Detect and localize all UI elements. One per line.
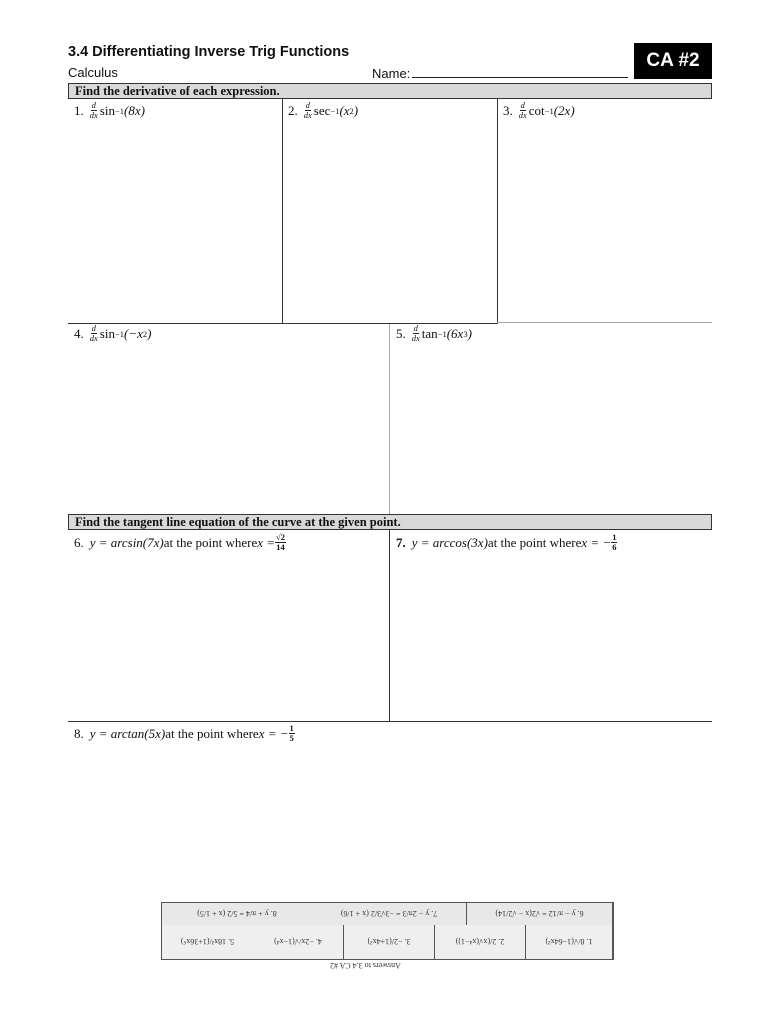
divider (389, 530, 390, 721)
answer-cell: 3. −2/(1+4x²) (344, 925, 435, 959)
answer-cell: 4. −2x/√(1−x⁴) (253, 925, 344, 959)
answer-cell: 8. y + π/4 = 5/2 (x + 1/5) (197, 909, 277, 919)
derivative-operator: $\frac{d}{dx}$ (303, 100, 312, 120)
x-value-fraction: $\frac{1}{5}$ (289, 723, 294, 743)
answer-cell: 1. 8/√(1−64x²) (526, 925, 613, 959)
assignment-badge: CA #2 (634, 43, 712, 79)
divider (282, 99, 283, 323)
derivative-operator: $\frac{d}{dx}$ (89, 100, 98, 120)
answer-cell: 7. y − 2π/3 = −3√3/2 (x + 1/6) (312, 903, 467, 925)
derivative-operator: $\frac{d}{dx}$ (411, 323, 420, 343)
answer-cell: 5. 18x²/(1+36x⁶) (180, 937, 235, 947)
answer-key-caption: Answers to 3.4 CA #2 (330, 961, 401, 970)
derivative-section-heading: Find the derivative of each expression. (68, 83, 712, 99)
divider (497, 322, 712, 323)
problem-6: 6. y = arcsin(7x) at the point where x = $\frac{√2}{14}$ (74, 532, 285, 552)
answer-key-table (161, 902, 614, 960)
problem-5: 5. $\frac{d}{dx}$ tan −1 (6x 3 ) (396, 323, 472, 343)
derivative-operator: $\frac{d}{dx}$ (518, 100, 527, 120)
problem-8: 8. y = arctan(5x) at the point where x = − $\frac{1}{5}$ (74, 723, 294, 743)
tangent-section-heading: Find the tangent line equation of the curve at the given point. (68, 514, 712, 530)
problem-4: 4. $\frac{d}{dx}$ sin −1 (−x 2 ) (74, 323, 152, 343)
problem-7: 7. y = arccos(3x) at the point where x = − $\frac{1}{6}$ (396, 532, 617, 552)
problem-2: 2. $\frac{d}{dx}$ sec −1 (x 2 ) (288, 100, 359, 120)
divider (389, 324, 390, 514)
subject-label: Calculus (68, 65, 118, 80)
x-value-fraction: $\frac{1}{6}$ (612, 532, 617, 552)
divider (497, 99, 498, 323)
answer-cell: 6. y − π/12 = √2(x − √2/14) (467, 903, 613, 925)
x-value-fraction: $\frac{√2}{14}$ (276, 532, 285, 552)
name-field (372, 65, 628, 81)
worksheet-title: 3.4 Differentiating Inverse Trig Functions (68, 44, 350, 60)
answer-key-row (162, 903, 613, 926)
answer-key-row (162, 925, 613, 959)
name-blank-line (412, 65, 628, 78)
divider (68, 721, 712, 722)
problem-1: 1. $\frac{d}{dx}$ sin −1 (8x) (74, 100, 145, 120)
name-label: Name: (372, 66, 411, 81)
answer-cell: 2. 2/(x√(x⁴−1)) (435, 925, 526, 959)
problem-3: 3. $\frac{d}{dx}$ cot −1 (2x) (503, 100, 575, 120)
derivative-operator: $\frac{d}{dx}$ (89, 323, 98, 343)
